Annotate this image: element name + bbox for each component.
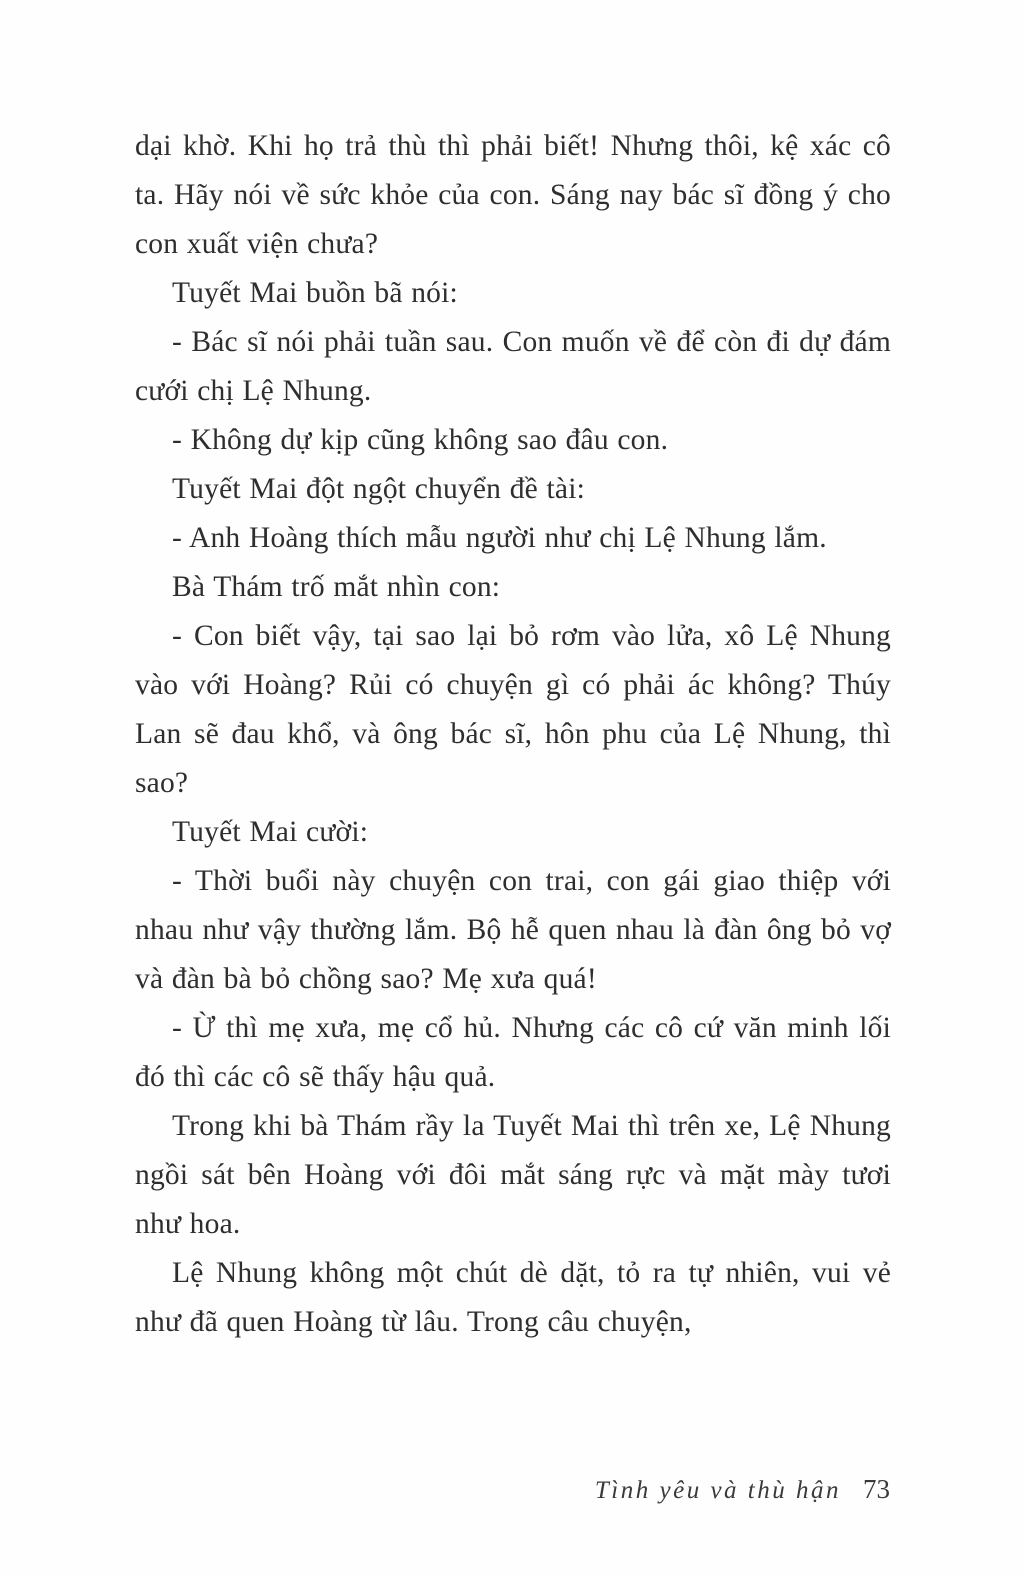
paragraph: - Thời buổi này chuyện con trai, con gái giao thiệp với nhau như vậy thường lắm. Bộ hễ quen nhau là đàn ông bỏ vợ và đàn bà bỏ chồng sao? Mẹ xưa quá! bbox=[135, 865, 891, 995]
paragraph: Tuyết Mai đột ngột chuyển đề tài: bbox=[172, 473, 585, 505]
paragraph: - Bác sĩ nói phải tuần sau. Con muốn về để còn đi dự đám cưới chị Lệ Nhung. bbox=[135, 326, 891, 407]
page-number: 73 bbox=[863, 1474, 890, 1504]
paragraph: - Con biết vậy, tại sao lại bỏ rơm vào lửa, xô Lệ Nhung vào với Hoàng? Rủi có chuyện gì có phải ác không? Thúy Lan sẽ đau khổ, và ông bác sĩ, hôn phu của Lệ Nhung, thì sao? bbox=[135, 620, 891, 799]
paragraph: - Ừ thì mẹ xưa, mẹ cổ hủ. Nhưng các cô cứ văn minh lối đó thì các cô sẽ thấy hậu quả. bbox=[135, 1012, 891, 1093]
paragraph: Tuyết Mai buồn bã nói: bbox=[172, 277, 458, 309]
paragraph: - Anh Hoàng thích mẫu người như chị Lệ Nhung lắm. bbox=[172, 522, 827, 554]
paragraph: dại khờ. Khi họ trả thù thì phải biết! Nhưng thôi, kệ xác cô ta. Hãy nói về sức khỏe của con. Sáng nay bác sĩ đồng ý cho con xuất viện chưa? bbox=[135, 130, 891, 260]
paragraph: - Không dự kịp cũng không sao đâu con. bbox=[172, 424, 669, 456]
page-text bbox=[135, 122, 891, 1347]
paragraph: Trong khi bà Thám rầy la Tuyết Mai thì trên xe, Lệ Nhung ngồi sát bên Hoàng với đôi mắt sáng rực và mặt mày tươi như hoa. bbox=[135, 1110, 891, 1240]
running-title: Tình yêu và thù hận bbox=[594, 1477, 841, 1504]
paragraph: Lệ Nhung không một chút dè dặt, tỏ ra tự nhiên, vui vẻ như đã quen Hoàng từ lâu. Trong câu chuyện, bbox=[135, 1257, 891, 1338]
paragraph: Bà Thám trố mắt nhìn con: bbox=[172, 571, 501, 603]
page-footer bbox=[595, 1474, 890, 1505]
paragraph: Tuyết Mai cười: bbox=[172, 816, 369, 848]
